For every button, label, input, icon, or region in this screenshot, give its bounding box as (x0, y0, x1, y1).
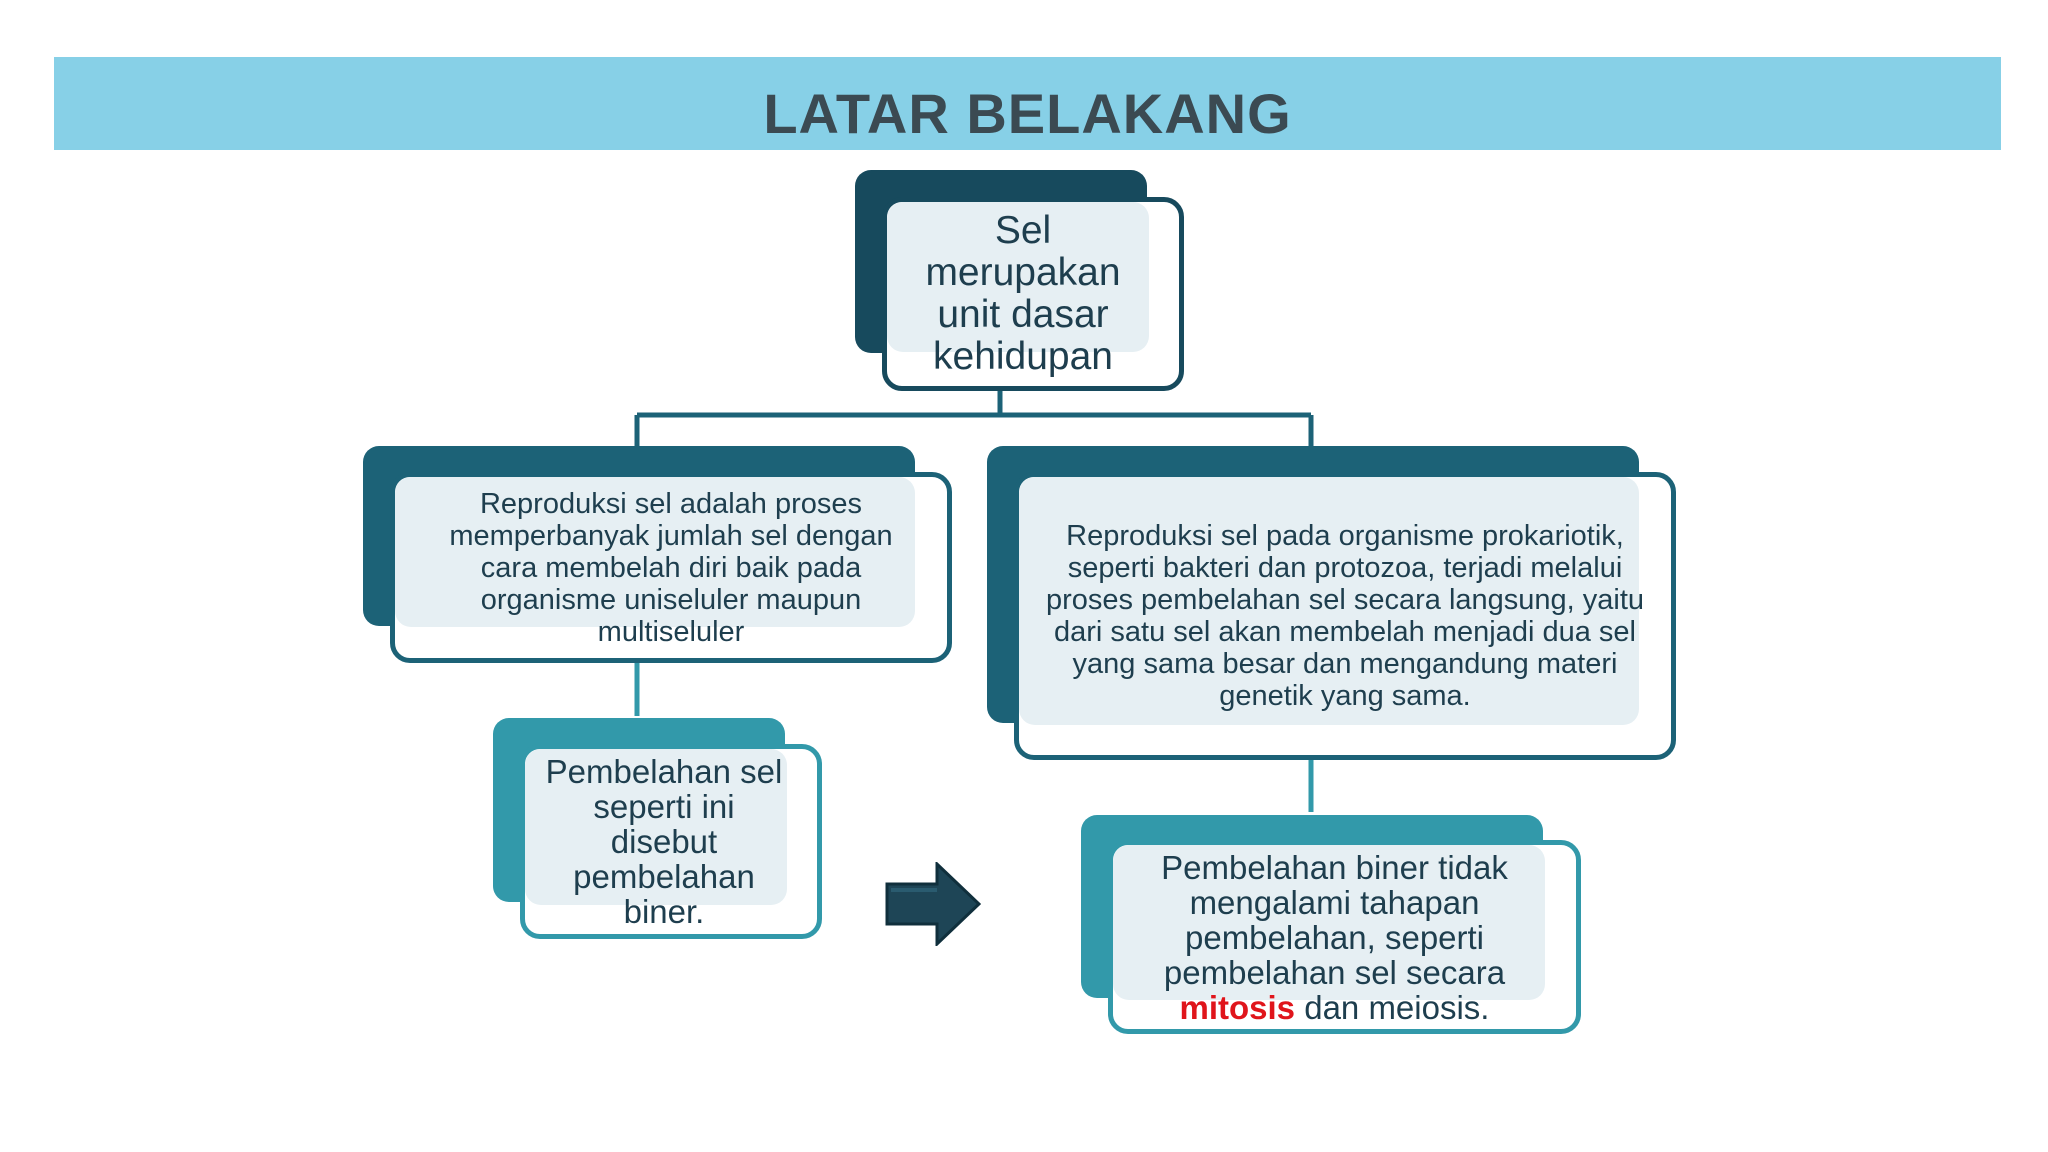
left-child-box-text: Pembelahan sel seperti ini disebut pembelahan biner. (545, 753, 783, 930)
root-box-text: Sel merupakan unit dasar kehidupan (925, 209, 1121, 378)
right-child-box-text (1131, 850, 1538, 1025)
mitosis-highlight: mitosis (1179, 988, 1296, 1026)
right-box-text: Reproduksi sel pada organisme prokariotik, seperti bakteri dan protozoa, terjadi melalui proses pembelahan sel secara langsung, yaitu dari satu sel akan membelah menjadi dua sel yang sama besar dan mengandung materi genetik yang sama. (1045, 520, 1645, 712)
right-child-text-after: dan meiosis. (1304, 988, 1490, 1026)
left-child-box (520, 744, 822, 939)
left-box (390, 472, 952, 663)
right-box (1014, 472, 1676, 760)
left-box-text: Reproduksi sel adalah proses memperbanyak jumlah sel dengan cara membelah diri baik pada organisme uniseluler maupun multiseluler (449, 487, 893, 648)
right-arrow-icon (885, 862, 981, 946)
right-child-box (1108, 840, 1581, 1034)
slide-title: LATAR BELAKANG (763, 82, 1292, 145)
root-box (882, 197, 1184, 391)
right-child-text-before: Pembelahan biner tidak mengalami tahapan pembelahan, seperti pembelahan sel secara (1161, 848, 1508, 991)
